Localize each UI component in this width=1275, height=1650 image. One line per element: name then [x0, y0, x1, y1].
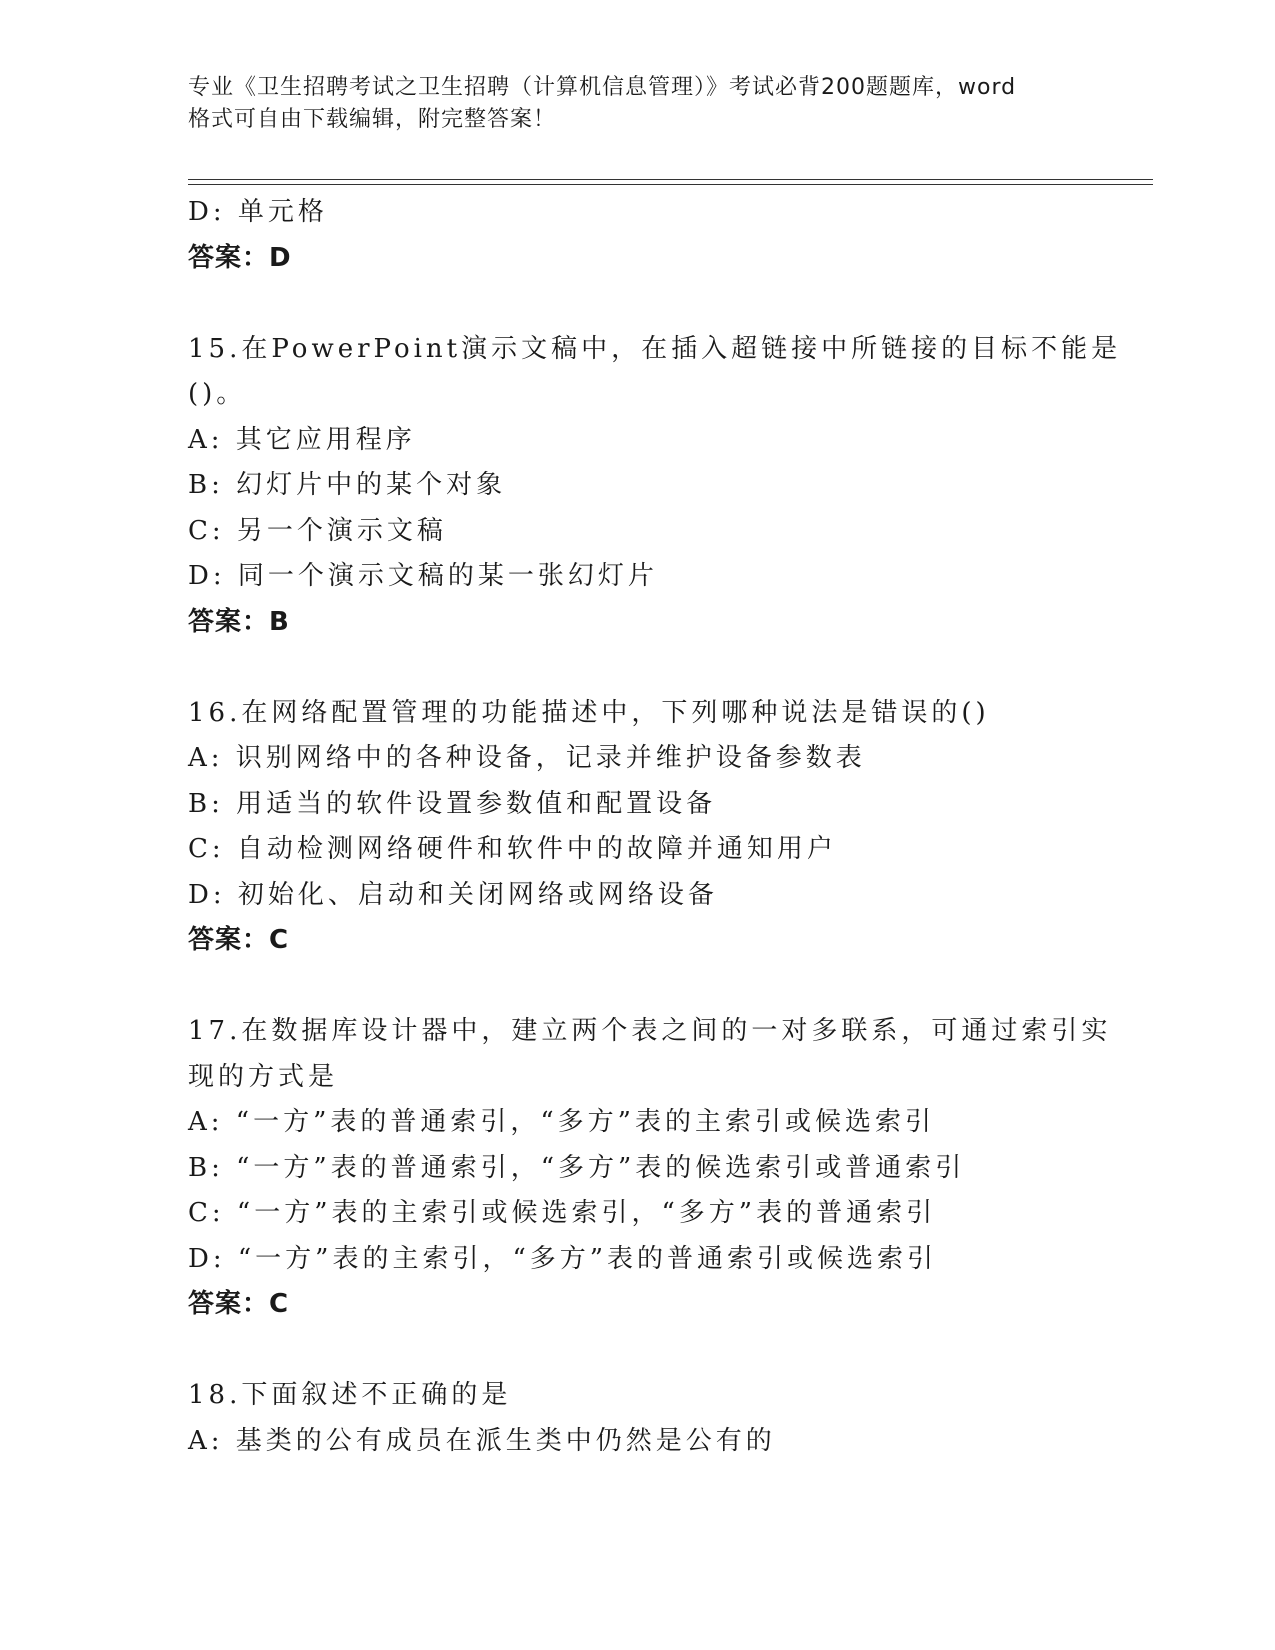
- option-c: C: 自动检测网络硬件和软件中的故障并通知用户: [188, 834, 837, 864]
- question-18: [188, 1373, 1088, 1464]
- option-c: C: 另一个演示文稿: [188, 515, 447, 546]
- question-stem-continued: ()。: [188, 379, 247, 409]
- question-stem: 15.在PowerPoint演示文稿中，在插入超链接中所链接的目标不能是: [188, 333, 1122, 364]
- option-a: A: “一方”表的普通索引，“多方”表的主索引或候选索引: [188, 1107, 935, 1137]
- question-spacer: [188, 645, 1088, 691]
- question-17: [188, 1009, 1112, 1328]
- answer-line: 答案：B: [188, 606, 290, 637]
- answer-line: 答案：C: [188, 925, 290, 955]
- option-d: D: “一方”表的主索引，“多方”表的普通索引或候选索引: [188, 1243, 938, 1274]
- question-stem-continued: 现的方式是: [188, 1061, 339, 1092]
- option-a: A: 识别网络中的各种设备，记录并维护设备参数表: [188, 743, 866, 773]
- answer-line: 答案：D: [188, 242, 292, 273]
- question-stem: 18.下面叙述不正确的是: [188, 1380, 512, 1410]
- question-15: [188, 327, 1122, 646]
- option-b: B: 用适当的软件设置参数值和配置设备: [188, 788, 717, 819]
- option-d: D: 初始化、启动和关闭网络或网络设备: [188, 879, 718, 910]
- header-line-1: 专业《卫生招聘考试之卫生招聘（计算机信息管理）》考试必背200题题库，word: [188, 75, 1017, 100]
- answer-line: 答案：C: [188, 1289, 290, 1319]
- option-a: A: 其它应用程序: [188, 424, 416, 455]
- option-c: C: “一方”表的主索引或候选索引，“多方”表的普通索引: [188, 1198, 937, 1228]
- option-a: A: 基类的公有成员在派生类中仍然是公有的: [188, 1425, 776, 1456]
- question-16: [188, 691, 1088, 964]
- header-line-2: 格式可自由下载编辑，附完整答案！: [188, 107, 557, 132]
- question-spacer: [188, 1328, 1088, 1374]
- question-stem: 16.在网络配置管理的功能描述中，下列哪种说法是错误的(): [188, 697, 990, 728]
- option-b: B: “一方”表的普通索引，“多方”表的候选索引或普通索引: [188, 1152, 966, 1183]
- question-spacer: [188, 964, 1088, 1010]
- header-divider-bottom: [188, 184, 1153, 185]
- document-header: [188, 72, 1088, 136]
- header-divider-top: [188, 179, 1153, 180]
- option-b: B: 幻灯片中的某个对象: [188, 470, 507, 500]
- option-d: D: 单元格: [188, 197, 328, 227]
- question-list: [188, 190, 1122, 1464]
- question-spacer: [188, 281, 1088, 327]
- question-stem: 17.在数据库设计器中，建立两个表之间的一对多联系，可通过索引实: [188, 1016, 1112, 1046]
- option-d: D: 同一个演示文稿的某一张幻灯片: [188, 561, 658, 591]
